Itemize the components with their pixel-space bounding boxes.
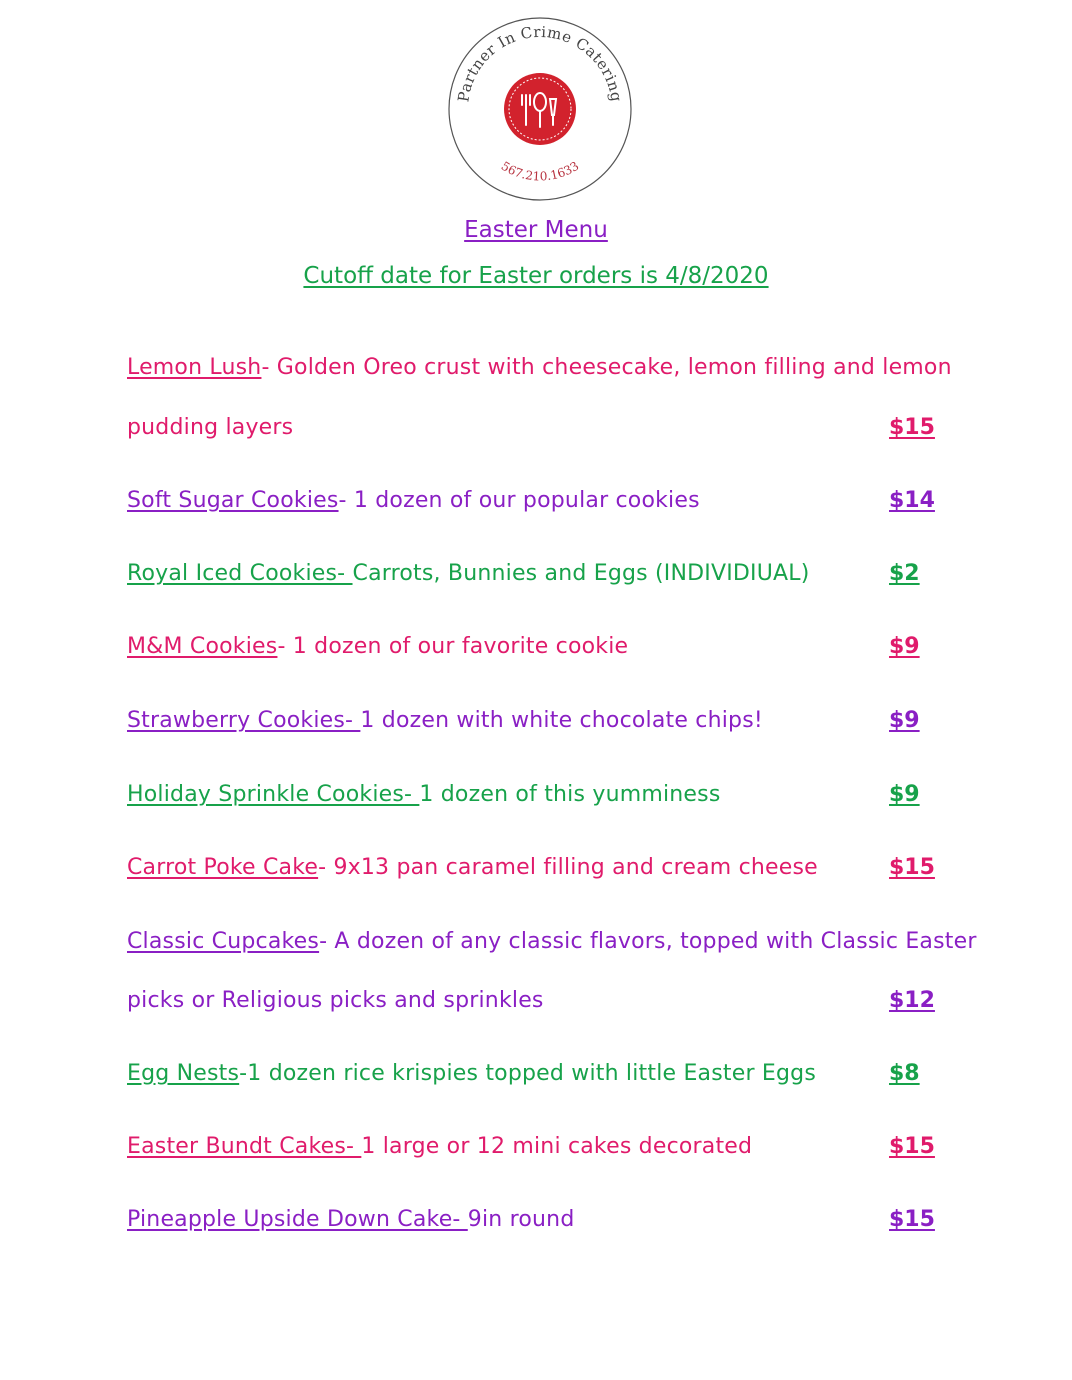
item-description: - A dozen of any classic flavors, topped with Classic Easter — [319, 929, 977, 954]
item-description: 1 dozen of this yumminess — [419, 782, 721, 807]
item-name: Holiday Sprinkle Cookies- — [127, 782, 420, 807]
item-description: - 1 dozen of our popular cookies — [338, 488, 700, 513]
menu-item-soft-sugar-cookies — [127, 488, 700, 513]
menu-title: Easter Menu — [464, 217, 608, 243]
item-description: 1 dozen with white chocolate chips! — [360, 708, 763, 733]
menu-item-classic-cupcakes-cont — [127, 988, 544, 1013]
menu-item-royal-iced-cookies — [127, 561, 810, 586]
item-description: 9in round — [467, 1207, 575, 1232]
item-price: $12 — [889, 988, 935, 1013]
menu-item-strawberry-cookies — [127, 708, 763, 733]
item-price: $2 — [889, 561, 920, 586]
item-name: Easter Bundt Cakes- — [127, 1134, 362, 1159]
logo-arc-text: Partner In Crime Catering — [454, 22, 626, 104]
item-description-cont: pudding layers — [127, 415, 294, 440]
item-description: - 1 dozen of our favorite cookie — [277, 634, 629, 659]
item-description: - Golden Oreo crust with cheesecake, lemon filling and lemon — [261, 355, 952, 380]
item-price: $9 — [889, 708, 920, 733]
item-name: Strawberry Cookies- — [127, 708, 361, 733]
item-name: Pineapple Upside Down Cake- — [127, 1207, 468, 1232]
menu-item-carrot-poke-cake — [127, 855, 818, 880]
item-description: -1 dozen rice krispies topped with little Easter Eggs — [239, 1061, 816, 1086]
item-name: Classic Cupcakes — [127, 929, 320, 954]
menu-item-easter-bundt-cakes — [127, 1134, 752, 1159]
item-price: $15 — [889, 1134, 935, 1159]
item-price: $15 — [889, 855, 935, 880]
item-description: - 9x13 pan caramel filling and cream cheese — [318, 855, 818, 880]
menu-item-lemon-lush — [127, 355, 952, 380]
item-price: $9 — [889, 782, 920, 807]
menu-item-holiday-sprinkle-cookies — [127, 782, 720, 807]
menu-item-pineapple-upside-down-cake — [127, 1207, 575, 1232]
item-price: $15 — [889, 415, 935, 440]
menu-item-lemon-lush-cont — [127, 415, 293, 440]
logo-phone: 567.210.1633 — [498, 158, 582, 184]
item-price: $9 — [889, 634, 920, 659]
item-name: Royal Iced Cookies- — [127, 561, 353, 586]
logo-badge — [504, 73, 576, 145]
menu-item-mm-cookies — [127, 634, 628, 659]
item-description: 1 large or 12 mini cakes decorated — [361, 1134, 753, 1159]
item-price: $15 — [889, 1207, 935, 1232]
item-name: Lemon Lush — [127, 355, 262, 380]
menu-item-egg-nests — [127, 1061, 816, 1086]
catering-logo — [446, 15, 634, 203]
menu-item-classic-cupcakes — [127, 929, 977, 954]
item-name: Egg Nests — [127, 1061, 240, 1086]
item-price: $14 — [889, 488, 935, 513]
cutoff-notice: Cutoff date for Easter orders is 4/8/2020 — [303, 263, 769, 289]
item-name: Carrot Poke Cake — [127, 855, 319, 880]
item-price: $8 — [889, 1061, 920, 1086]
item-description: Carrots, Bunnies and Eggs (INDIVIDIUAL) — [352, 561, 810, 586]
item-description-cont: picks or Religious picks and sprinkles — [127, 988, 544, 1013]
item-name: Soft Sugar Cookies — [127, 488, 339, 513]
item-name: M&M Cookies — [127, 634, 278, 659]
